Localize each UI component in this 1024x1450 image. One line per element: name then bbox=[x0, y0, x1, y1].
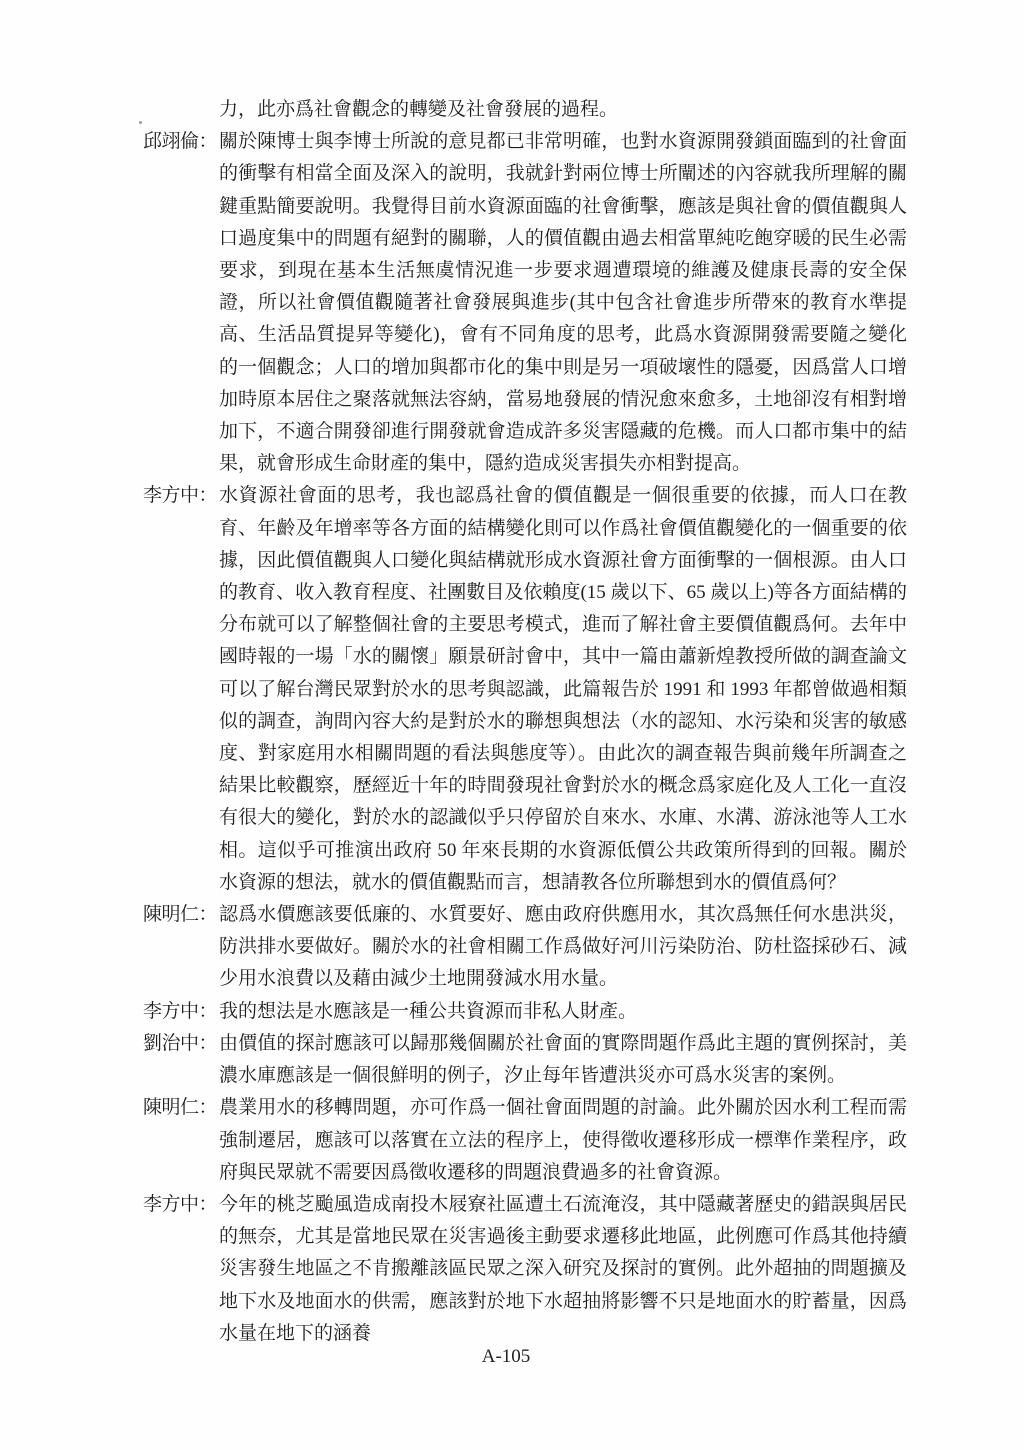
page-number: A-105 bbox=[481, 1346, 531, 1367]
transcript-entry bbox=[143, 480, 907, 899]
speaker-name: 陳明仁： bbox=[143, 904, 218, 926]
speaker-name: 李方中： bbox=[143, 1000, 218, 1022]
transcript-entry bbox=[143, 126, 907, 480]
transcript-entry bbox=[143, 1092, 907, 1189]
utterance-text: 認爲水價應該要低廉的、水質要好、應由政府供應用水，其次爲無任何水患洪災，防洪排水要做好。關於水的社會相關工作爲做好河川污染防治、防杜盜採砂石、減少用水浪費以及藉由減少土地開發減水用水量。 bbox=[219, 904, 907, 990]
speaker-name: 劉治中： bbox=[143, 1032, 218, 1054]
transcript-entry bbox=[143, 1028, 907, 1092]
utterance-text: 水資源社會面的思考，我也認爲社會的價值觀是一個很重要的依據，而人口在教育、年齡及年增率等各方面的結構變化則可以作爲社會價值觀變化的一個重要的依據，因此價值觀與人口變化與結構就形成水資源社會方面衝擊的一個根源。由人口的教育、收入教育程度、社團數目及依賴度(15 歲以下、65 歲以上)等各方面結構的分布就可以了解整個社會的主要思考模式，進而了解社會主要價值觀爲何。去年中國時報的一場「水的關懷」願景研討會中，其中一篇由蕭新煌教授所做的調查論文可以了解台灣民眾對於水的思考與認識，此篇報告於 1991 和 1993 年都曾做過相類似的調查，詢問內容大約是對於水的聯想與想法（水的認知、水污染和災害的敏感度、對家庭用水相關問題的看法與態度等）。由此次的調查報告與前幾年所調查之結果比較觀察，歷經近十年的時間發現社會對於水的概念爲家庭化及人工化一直沒有很大的變化，對於水的認識似乎只停留於自來水、水庫、水溝、游泳池等人工水相。這似乎可推演出政府 50 年來長期的水資源低價公共政策所得到的回報。關於水資源的想法，就水的價值觀點而言，想請教各位所聯想到水的價值爲何？ bbox=[219, 485, 907, 893]
transcript-continuation-paragraph bbox=[143, 94, 907, 126]
utterance-text: 農業用水的移轉問題，亦可作爲一個社會面問題的討論。此外關於因水利工程而需強制遷居，應該可以落實在立法的程序上，使得徵收遷移形成一標準作業程序，政府與民眾就不需要因爲徵收遷移的問題浪費過多的社會資源。 bbox=[219, 1097, 907, 1183]
transcript-entry bbox=[143, 1189, 907, 1350]
utterance-text: 今年的桃芝颱風造成南投木屐寮社區遭土石流淹沒，其中隱藏著歷史的錯誤與居民的無奈，尤其是當地民眾在災害過後主動要求遷移此地區，此例應可作爲其他持續災害發生地區之不肯搬離該區民眾之深入研究及探討的實例。此外超抽的問題擴及地下水及地面水的供需，應該對於地下水超抽將影響不只是地面水的貯蓄量，因爲水量在地下的涵養 bbox=[219, 1193, 907, 1344]
speaker-name: 李方中： bbox=[143, 485, 218, 507]
utterance-text: 力，此亦爲社會觀念的轉變及社會發展的過程。 bbox=[219, 99, 619, 120]
speaker-name: 李方中： bbox=[143, 1193, 218, 1215]
utterance-text: 我的想法是水應該是一種公共資源而非私人財產。 bbox=[219, 1000, 638, 1022]
speaker-name: 邱翊倫： bbox=[143, 131, 218, 153]
utterance-text: 由價值的探討應該可以歸那幾個關於社會面的實際問題作爲此主題的實例探討，美濃水庫應該是一個很鮮明的例子，汐止每年皆遭洪災亦可爲水災害的案例。 bbox=[219, 1032, 907, 1087]
transcript-entry bbox=[143, 996, 907, 1028]
transcript-entry bbox=[143, 899, 907, 996]
speaker-name: 陳明仁： bbox=[143, 1097, 218, 1119]
scan-artifact-dot bbox=[139, 121, 142, 124]
utterance-text: 關於陳博士與李博士所說的意見都已非常明確，也對水資源開發鎖面臨到的社會面的衝擊有相當全面及深入的說明，我就針對兩位博士所闡述的內容就我所理解的關鍵重點簡要說明。我覺得目前水資源面臨的社會衝擊，應該是與社會的價值觀與人口過度集中的問題有絕對的關聯，人的價值觀由過去相當單純吃飽穿暖的民生必需要求，到現在基本生活無虞情況進一步要求週遭環境的維護及健康長壽的安全保證，所以社會價值觀隨著社會發展與進步(其中包含社會進步所帶來的教育水準提高、生活品質提昇等變化)，會有不同角度的思考，此爲水資源開發需要隨之變化的一個觀念；人口的增加與都市化的集中則是另一項破壞性的隱憂，因爲當人口增加時原本居住之聚落就無法容納，當易地發展的情況愈來愈多，土地卻沒有相對增加下，不適合開發卻進行開發就會造成許多災害隱藏的危機。而人口都市集中的結果，就會形成生命財產的集中，隱約造成災害損失亦相對提高。 bbox=[219, 131, 907, 475]
transcript-body bbox=[143, 94, 907, 1350]
